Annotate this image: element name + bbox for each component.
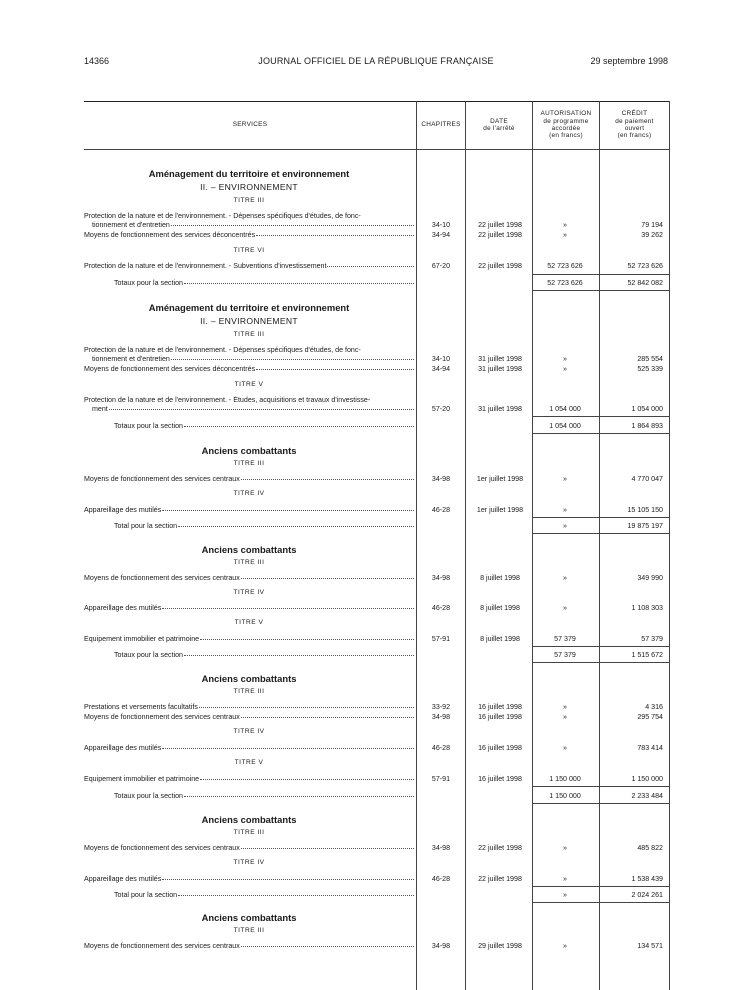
- autorisation-cell: 1 054 000: [549, 405, 581, 413]
- chapitre-cell: 34-94: [431, 365, 451, 373]
- autorisation-cell: »: [563, 221, 567, 229]
- credit-cell: 1 054 000: [631, 405, 663, 413]
- credit-cell: 285 554: [637, 355, 663, 363]
- column-separator: [416, 101, 417, 990]
- service-label: Protection de la nature et de l'environnement. - Études, acquisitions et travaux d'investisse-: [84, 396, 371, 404]
- autorisation-cell: 1 150 000: [549, 775, 581, 783]
- sum-rule: [533, 517, 669, 518]
- date-cell: 16 juillet 1998: [478, 703, 522, 711]
- chapitre-cell: 46-28: [431, 604, 451, 612]
- section-subtitle: II. – ENVIRONNEMENT: [200, 182, 298, 192]
- credit-cell: 134 571: [637, 942, 663, 950]
- total-label: Total pour la section: [84, 522, 414, 530]
- credit-cell: 15 105 150: [627, 506, 663, 514]
- titre-heading: TITRE IV: [233, 728, 265, 735]
- column-header-credit: CRÉDIT de paiement ouvert (en francs): [615, 110, 654, 140]
- column-header-chapitres: CHAPITRES: [421, 121, 461, 129]
- total-autorisation: 57 379: [554, 651, 576, 659]
- credit-cell: 1 538 439: [631, 875, 663, 883]
- credit-cell: 295 754: [637, 713, 663, 721]
- total-credit: 1 864 893: [631, 422, 663, 430]
- titre-heading: TITRE IV: [233, 589, 265, 596]
- autorisation-cell: »: [563, 506, 567, 514]
- titre-heading: TITRE III: [233, 559, 265, 566]
- header-rule: [84, 149, 670, 150]
- sum-rule: [533, 290, 669, 291]
- autorisation-cell: 52 723 626: [547, 262, 583, 270]
- sum-rule: [533, 433, 669, 434]
- autorisation-cell: »: [563, 703, 567, 711]
- date-cell: 22 juillet 1998: [478, 231, 522, 239]
- date-cell: 16 juillet 1998: [478, 775, 522, 783]
- service-label: tionnement et d'entretien: [84, 355, 414, 363]
- credit-cell: 1 108 303: [631, 604, 663, 612]
- service-label: Protection de la nature et de l'environnement. - Dépenses spécifiques d'études, de fonc-: [84, 212, 361, 220]
- titre-heading: TITRE IV: [233, 859, 265, 866]
- service-label: Protection de la nature et de l'environnement. - Dépenses spécifiques d'études, de fonc-: [84, 346, 361, 354]
- chapitre-cell: 34-98: [431, 942, 451, 950]
- chapitre-cell: 34-98: [431, 844, 451, 852]
- date-cell: 16 juillet 1998: [478, 744, 522, 752]
- sum-rule: [533, 886, 669, 887]
- titre-heading: TITRE VI: [233, 247, 265, 254]
- chapitre-cell: 57-91: [431, 775, 451, 783]
- service-label: Moyens de fonctionnement des services déconcentrés: [84, 365, 414, 373]
- titre-heading: TITRE III: [233, 331, 265, 338]
- service-label: Appareillage des mutilés: [84, 875, 414, 883]
- page-number: 14366: [84, 56, 110, 66]
- titre-heading: TITRE V: [234, 619, 264, 626]
- titre-heading: TITRE III: [233, 460, 265, 467]
- credit-cell: 783 414: [637, 744, 663, 752]
- chapitre-cell: 46-28: [431, 506, 451, 514]
- credit-cell: 39 262: [641, 231, 663, 239]
- publication-date: 29 septembre 1998: [590, 56, 668, 66]
- section-title: Anciens combattants: [201, 912, 297, 923]
- date-cell: 8 juillet 1998: [480, 574, 520, 582]
- titre-heading: TITRE V: [234, 759, 264, 766]
- total-credit: 52 842 082: [627, 279, 663, 287]
- total-credit: 1 515 672: [631, 651, 663, 659]
- service-label: Moyens de fonctionnement des services centraux: [84, 844, 414, 852]
- autorisation-cell: »: [563, 231, 567, 239]
- chapitre-cell: 57-20: [431, 405, 451, 413]
- page-header: [84, 56, 668, 70]
- titre-heading: TITRE III: [233, 688, 265, 695]
- column-header-services: SERVICES: [232, 121, 268, 129]
- chapitre-cell: 67-20: [431, 262, 451, 270]
- sum-rule: [533, 662, 669, 663]
- chapitre-cell: 46-28: [431, 875, 451, 883]
- section-title: Aménagement du territoire et environnement: [148, 302, 350, 313]
- credit-cell: 349 990: [637, 574, 663, 582]
- service-label: Moyens de fonctionnement des services centraux: [84, 475, 414, 483]
- column-header-date: DATE de l'arrêté: [483, 117, 515, 132]
- service-label: tionnement et d'entretien: [84, 221, 414, 229]
- total-label: Totaux pour la section: [84, 792, 414, 800]
- date-cell: 22 juillet 1998: [478, 844, 522, 852]
- total-credit: 2 024 261: [631, 891, 663, 899]
- column-separator: [669, 101, 670, 990]
- total-label: Totaux pour la section: [84, 279, 414, 287]
- date-cell: 31 juillet 1998: [478, 405, 522, 413]
- section-title: Anciens combattants: [201, 814, 297, 825]
- credit-cell: 79 194: [641, 221, 663, 229]
- credit-cell: 525 339: [637, 365, 663, 373]
- section-title: Anciens combattants: [201, 445, 297, 456]
- credits-table: [84, 101, 670, 990]
- section-title: Anciens combattants: [201, 673, 297, 684]
- date-cell: 1er juillet 1998: [476, 506, 524, 514]
- date-cell: 16 juillet 1998: [478, 713, 522, 721]
- credit-cell: 1 150 000: [631, 775, 663, 783]
- date-cell: 8 juillet 1998: [480, 635, 520, 643]
- autorisation-cell: »: [563, 713, 567, 721]
- service-label: Moyens de fonctionnement des services centraux: [84, 574, 414, 582]
- autorisation-cell: »: [563, 574, 567, 582]
- total-credit: 19 875 197: [627, 522, 663, 530]
- total-credit: 2 233 484: [631, 792, 663, 800]
- service-label: Prestations et versements facultatifs: [84, 703, 414, 711]
- service-label: Appareillage des mutilés: [84, 506, 414, 514]
- titre-heading: TITRE V: [234, 381, 264, 388]
- service-label: ment: [84, 405, 414, 413]
- autorisation-cell: »: [563, 744, 567, 752]
- chapitre-cell: 46-28: [431, 744, 451, 752]
- chapitre-cell: 34-94: [431, 231, 451, 239]
- sum-rule: [533, 803, 669, 804]
- titre-heading: TITRE IV: [233, 490, 265, 497]
- service-label: Appareillage des mutilés: [84, 744, 414, 752]
- titre-heading: TITRE III: [233, 927, 265, 934]
- date-cell: 31 juillet 1998: [478, 355, 522, 363]
- autorisation-cell: »: [563, 475, 567, 483]
- chapitre-cell: 34-98: [431, 475, 451, 483]
- column-header-autorisation: AUTORISATION de programme accordée (en francs): [540, 110, 592, 140]
- sum-rule: [533, 786, 669, 787]
- date-cell: 31 juillet 1998: [478, 365, 522, 373]
- credit-cell: 4 770 047: [631, 475, 663, 483]
- sum-rule: [533, 416, 669, 417]
- service-label: Appareillage des mutilés: [84, 604, 414, 612]
- autorisation-cell: 57 379: [554, 635, 576, 643]
- autorisation-cell: »: [563, 355, 567, 363]
- section-subtitle: II. – ENVIRONNEMENT: [200, 316, 298, 326]
- total-label: Totaux pour la section: [84, 651, 414, 659]
- service-label: Moyens de fonctionnement des services centraux: [84, 713, 414, 721]
- total-autorisation: 1 054 000: [549, 422, 581, 430]
- autorisation-cell: »: [563, 875, 567, 883]
- autorisation-cell: »: [563, 604, 567, 612]
- total-label: Total pour la section: [84, 891, 414, 899]
- journal-title: JOURNAL OFFICIEL DE LA RÉPUBLIQUE FRANÇAISE: [258, 56, 494, 66]
- date-cell: 1er juillet 1998: [476, 475, 524, 483]
- chapitre-cell: 34-98: [431, 574, 451, 582]
- chapitre-cell: 34-10: [431, 355, 451, 363]
- credit-cell: 485 822: [637, 844, 663, 852]
- service-label: Moyens de fonctionnement des services déconcentrés: [84, 231, 414, 239]
- chapitre-cell: 57-91: [431, 635, 451, 643]
- service-label: Equipement immobilier et patrimoine: [84, 775, 414, 783]
- autorisation-cell: »: [563, 365, 567, 373]
- sum-rule: [533, 902, 669, 903]
- date-cell: 8 juillet 1998: [480, 604, 520, 612]
- total-autorisation: 1 150 000: [549, 792, 581, 800]
- date-cell: 22 juillet 1998: [478, 875, 522, 883]
- autorisation-cell: »: [563, 942, 567, 950]
- credit-cell: 4 316: [645, 703, 663, 711]
- service-label: Protection de la nature et de l'environnement. - Subventions d'investissement: [84, 262, 414, 270]
- total-autorisation: »: [563, 891, 567, 899]
- chapitre-cell: 34-10: [431, 221, 451, 229]
- credit-cell: 57 379: [641, 635, 663, 643]
- date-cell: 22 juillet 1998: [478, 221, 522, 229]
- sum-rule: [533, 274, 669, 275]
- service-label: Equipement immobilier et patrimoine: [84, 635, 414, 643]
- credit-cell: 52 723 626: [627, 262, 663, 270]
- service-label: Moyens de fonctionnement des services centraux: [84, 942, 414, 950]
- total-autorisation: »: [563, 522, 567, 530]
- total-label: Totaux pour la section: [84, 422, 414, 430]
- sum-rule: [533, 533, 669, 534]
- date-cell: 22 juillet 1998: [478, 262, 522, 270]
- sum-rule: [533, 646, 669, 647]
- chapitre-cell: 33-92: [431, 703, 451, 711]
- date-cell: 29 juillet 1998: [478, 942, 522, 950]
- section-title: Anciens combattants: [201, 544, 297, 555]
- autorisation-cell: »: [563, 844, 567, 852]
- chapitre-cell: 34-98: [431, 713, 451, 721]
- section-title: Aménagement du territoire et environnement: [148, 168, 350, 179]
- titre-heading: TITRE III: [233, 197, 265, 204]
- titre-heading: TITRE III: [233, 829, 265, 836]
- total-autorisation: 52 723 626: [547, 279, 583, 287]
